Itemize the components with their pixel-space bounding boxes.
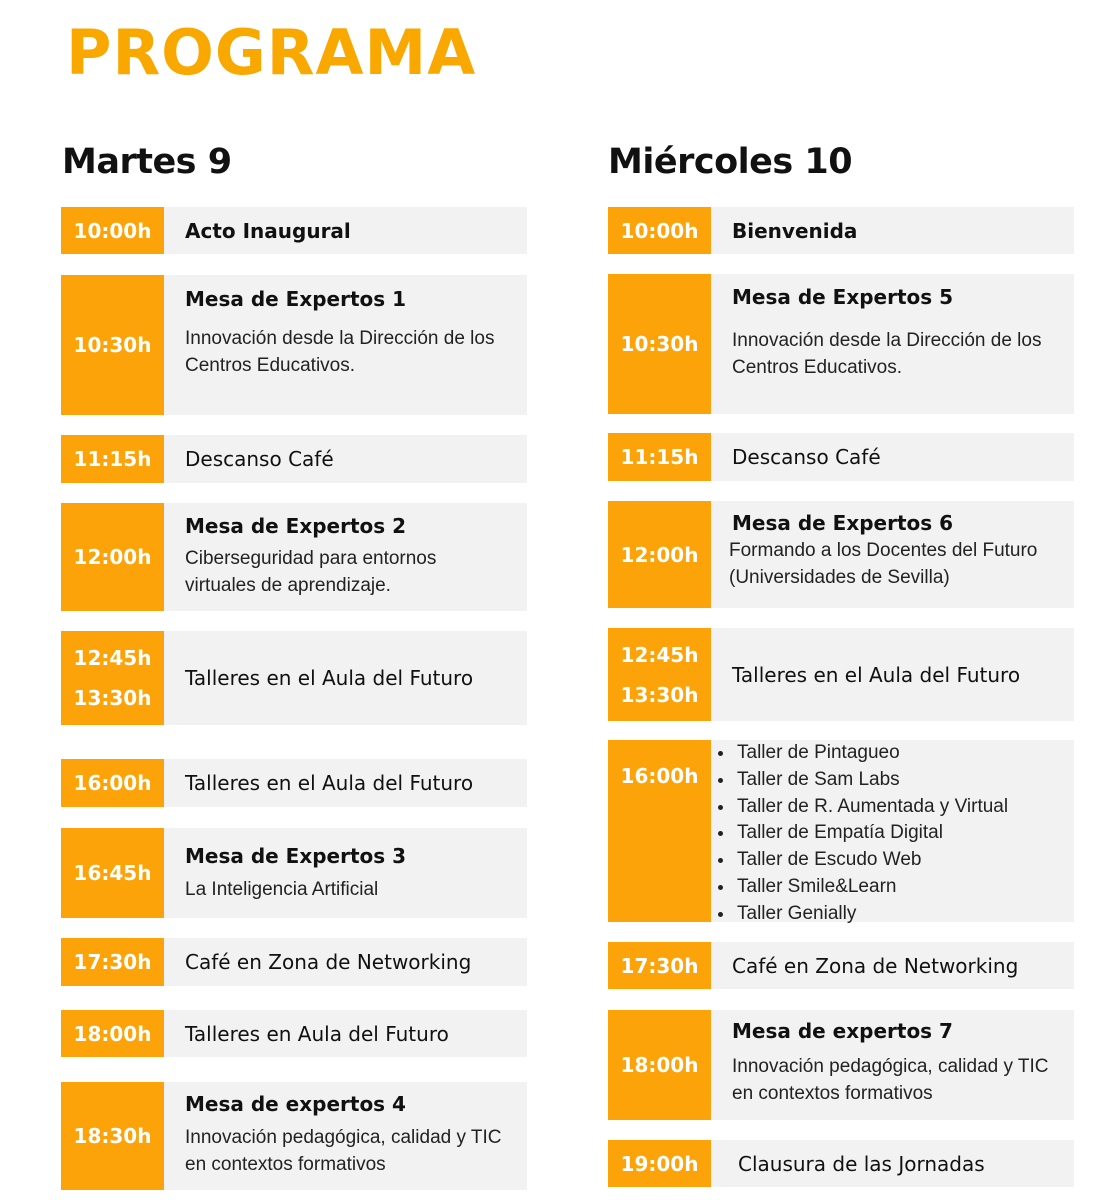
workshop-item: • Taller de Empatía Digital	[735, 820, 1074, 847]
event-title: Mesa de Expertos 5	[732, 285, 954, 309]
event-title: Descanso Café	[185, 447, 334, 471]
workshop-item: • Taller de R. Aumentada y Virtual	[735, 794, 1074, 821]
time-end: 13:30h	[620, 682, 699, 707]
event-title: Mesa de expertos 7	[732, 1019, 953, 1043]
time-slot-range	[61, 631, 164, 725]
event-description: Formando a los Docentes del Futuro (Universidades de Sevilla)	[729, 540, 1038, 588]
time-start: 12:45h	[620, 642, 699, 667]
time-start: 12:45h	[73, 646, 152, 670]
schedule-row	[608, 501, 1074, 608]
event-title: Bienvenida	[732, 218, 858, 243]
time-slot: 12:00h	[608, 501, 711, 608]
time-slot: 11:15h	[608, 433, 711, 481]
schedule-row	[61, 938, 527, 986]
event-description: Innovación pedagógica, calidad y TIC en contextos formativos	[732, 1056, 1049, 1104]
workshop-item: • Taller de Pintagueo	[735, 740, 1074, 767]
event-title: Café en Zona de Networking	[732, 953, 1019, 978]
schedule-row	[608, 1010, 1074, 1120]
schedule-row	[61, 207, 527, 254]
schedule-row	[608, 942, 1074, 989]
time-slot: 18:00h	[61, 1010, 164, 1057]
schedule-row	[608, 1140, 1074, 1187]
schedule-row	[61, 275, 527, 415]
schedule-row	[61, 759, 527, 807]
event-description: Innovación desde la Dirección de los Centros Educativos.	[732, 330, 1042, 378]
time-slot: 16:45h	[61, 828, 164, 918]
event-title: Mesa de Expertos 6	[732, 511, 954, 535]
time-slot-range	[608, 628, 711, 721]
time-slot: 18:00h	[608, 1010, 711, 1120]
time-slot: 18:30h	[61, 1082, 164, 1190]
time-slot: 10:00h	[608, 207, 711, 254]
event-title: Clausura de las Jornadas	[738, 1151, 985, 1176]
workshop-item: • Taller Genially	[735, 901, 1074, 928]
time-slot: 10:30h	[608, 274, 711, 414]
event-title: Café en Zona de Networking	[185, 950, 472, 974]
day-heading-martes: Martes 9	[62, 142, 232, 182]
time-slot: 17:30h	[61, 938, 164, 986]
event-title: Talleres en el Aula del Futuro	[185, 771, 474, 795]
time-slot: 10:30h	[61, 275, 164, 415]
schedule-row	[61, 435, 527, 483]
event-title: Mesa de Expertos 1	[185, 287, 407, 311]
event-title: Acto Inaugural	[185, 218, 351, 243]
workshop-item: • Taller de Sam Labs	[735, 767, 1074, 794]
event-description: La Inteligencia Artificial	[185, 878, 379, 900]
schedule-row	[608, 274, 1074, 414]
event-title: Mesa de Expertos 3	[185, 843, 407, 868]
event-title: Talleres en el Aula del Futuro	[732, 662, 1021, 687]
event-title: Descanso Café	[732, 445, 881, 469]
event-description: Innovación desde la Dirección de los Centros Educativos.	[185, 328, 495, 376]
time-slot: 11:15h	[61, 435, 164, 483]
schedule-row	[608, 207, 1074, 254]
time-slot: 17:30h	[608, 942, 711, 989]
day-heading-miercoles: Miércoles 10	[608, 142, 853, 182]
schedule-row	[61, 1082, 527, 1190]
event-title: Mesa de expertos 4	[185, 1092, 406, 1116]
page-title: PROGRAMA	[66, 16, 477, 89]
event-title: Mesa de Expertos 2	[185, 514, 407, 538]
schedule-row	[608, 628, 1074, 721]
time-end: 13:30h	[73, 686, 152, 710]
time-slot: 10:00h	[61, 207, 164, 254]
event-title: Talleres en el Aula del Futuro	[185, 666, 474, 690]
schedule-row	[61, 503, 527, 611]
schedule-row	[608, 433, 1074, 481]
time-slot: 16:00h	[61, 759, 164, 807]
time-slot: 19:00h	[608, 1140, 711, 1187]
schedule-row	[608, 740, 1074, 922]
event-description: Innovación pedagógica, calidad y TIC en contextos formativos	[185, 1127, 502, 1175]
schedule-row	[61, 631, 527, 725]
schedule-row	[61, 1010, 527, 1057]
time-slot: 16:00h	[608, 740, 711, 922]
workshop-list	[711, 740, 1074, 928]
event-description: Ciberseguridad para entornos virtuales de aprendizaje.	[185, 548, 437, 596]
schedule-row	[61, 828, 527, 918]
time-slot: 12:00h	[61, 503, 164, 611]
workshop-item: • Taller Smile&Learn	[735, 874, 1074, 901]
workshop-item: • Taller de Escudo Web	[735, 847, 1074, 874]
event-title: Talleres en Aula del Futuro	[185, 1021, 449, 1046]
